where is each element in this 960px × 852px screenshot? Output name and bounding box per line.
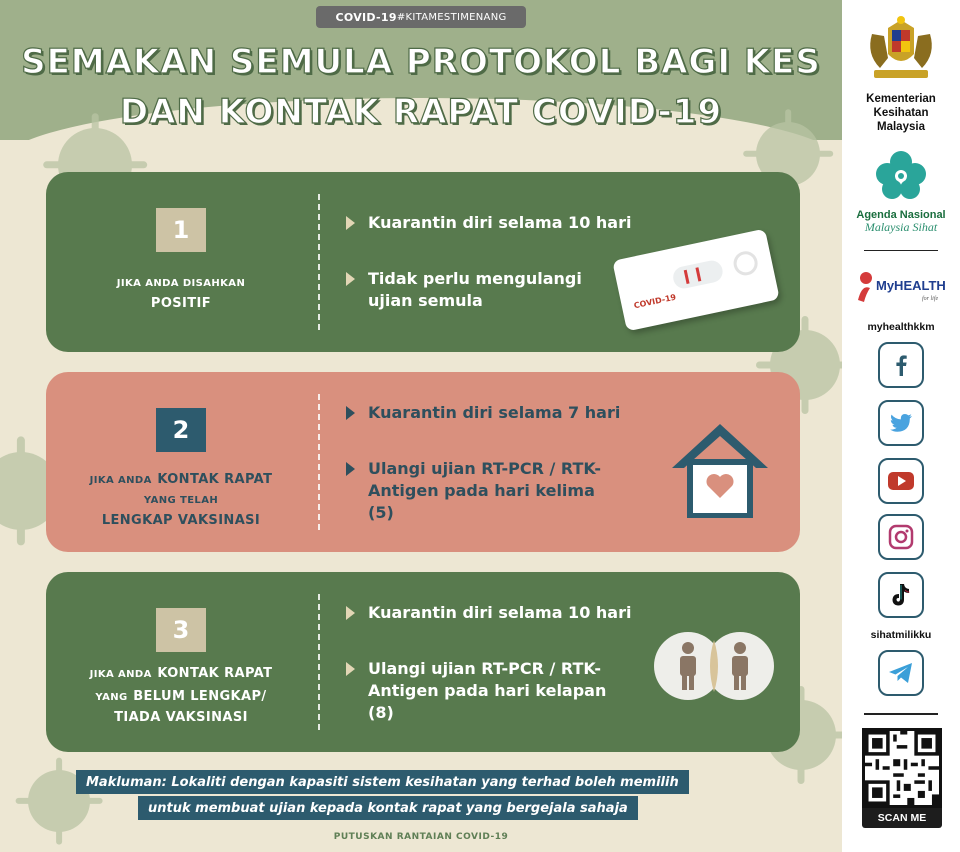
- sihat-handle: sihatmilikku: [870, 629, 932, 641]
- sidebar: [842, 0, 960, 852]
- condition-highlight: LENGKAP VAKSINASI: [101, 513, 261, 528]
- case-condition: [56, 468, 306, 531]
- hashtag-bold: COVID-19: [335, 10, 397, 24]
- condition-highlight: KONTAK RAPAT: [157, 472, 273, 487]
- page-title-line-2: DAN KONTAK RAPAT COVID-19: [119, 92, 723, 132]
- footer-tagline: PUTUSKAN RANTAIAN COVID-19: [333, 832, 509, 842]
- instagram-icon: [888, 524, 914, 550]
- bullet-text: Kuarantin diri selama 7 hari: [368, 403, 621, 422]
- bullet-text: Ulangi ujian RT-PCR / RTK-Antigen pada hari kelapan (8): [368, 659, 607, 722]
- agenda-subtitle: Malaysia Sihat: [864, 220, 938, 234]
- notice-line-2: untuk membuat ujian kepada kontak rapat yang bergejala sahaja: [138, 796, 638, 820]
- svg-text:for life: for life: [922, 296, 939, 302]
- scan-me-label: SCAN ME: [862, 808, 942, 828]
- arrow-icon: [346, 216, 355, 230]
- case-card-1: [46, 172, 800, 352]
- test-well: [731, 249, 759, 277]
- youtube-button[interactable]: [878, 458, 924, 504]
- dashed-divider: [318, 194, 320, 330]
- arrow-icon: [346, 406, 355, 420]
- qr-code[interactable]: [862, 728, 942, 808]
- case-card-2: [46, 372, 800, 552]
- divider: [864, 250, 938, 251]
- test-kit-image: [612, 229, 780, 332]
- case-condition: [56, 274, 306, 314]
- condition-text: YANG TELAH: [143, 495, 219, 506]
- bullet-item: [346, 602, 656, 624]
- hibiscus-logo: [874, 150, 928, 200]
- arrow-icon: [346, 462, 355, 476]
- arrow-icon: [346, 272, 355, 286]
- condition-text: YANG: [95, 692, 128, 703]
- twitter-button[interactable]: [878, 400, 924, 446]
- condition-text: JIKA ANDA: [89, 669, 152, 680]
- house-icon: [670, 418, 770, 518]
- condition-highlight: TIADA VAKSINASI: [114, 710, 248, 725]
- case-condition: [56, 662, 306, 728]
- ministry-name-line: Malaysia: [877, 121, 925, 133]
- condition-highlight: BELUM LENGKAP/: [133, 689, 267, 704]
- bullet-item: [346, 268, 616, 312]
- qr-code-image: [865, 731, 939, 805]
- instagram-button[interactable]: [878, 514, 924, 560]
- condition-text: JIKA ANDA DISAHKAN: [116, 278, 246, 289]
- bullet-text: Tidak perlu mengulangi ujian semula: [368, 269, 582, 310]
- condition-highlight: POSITIF: [150, 296, 212, 311]
- hashtag-thin: #KITAMESTIMENANG: [396, 11, 507, 23]
- distancing-people-icon: [652, 630, 776, 702]
- arrow-icon: [346, 662, 355, 676]
- facebook-button[interactable]: [878, 342, 924, 388]
- tiktok-icon: [888, 581, 914, 609]
- bullet-text: Kuarantin diri selama 10 hari: [368, 213, 632, 232]
- case-number: 3: [156, 608, 206, 652]
- telegram-icon: [887, 660, 915, 686]
- myhealth-handle: myhealthkkm: [867, 321, 935, 333]
- svg-text:MyHEALTH: MyHEALTH: [876, 278, 946, 293]
- bullet-text: Kuarantin diri selama 10 hari: [368, 603, 632, 622]
- dashed-divider: [318, 594, 320, 730]
- arrow-icon: [346, 606, 355, 620]
- facebook-icon: [888, 352, 914, 378]
- tiktok-button[interactable]: [878, 572, 924, 618]
- agenda-title: Agenda Nasional: [856, 209, 946, 221]
- condition-text: JIKA ANDA: [89, 475, 152, 486]
- ministry-name-line: Kementerian: [866, 93, 936, 105]
- case-card-3: [46, 572, 800, 752]
- hashtag-badge: [316, 6, 526, 28]
- ministry-name-line: Kesihatan: [873, 107, 929, 119]
- bullet-text: Ulangi ujian RT-PCR / RTK-Antigen pada hari kelima (5): [368, 459, 602, 522]
- bullet-item: [346, 402, 656, 424]
- dashed-divider: [318, 394, 320, 530]
- bullet-item: [346, 458, 626, 524]
- telegram-button[interactable]: [878, 650, 924, 696]
- twitter-icon: [887, 409, 915, 437]
- case-number: 1: [156, 208, 206, 252]
- condition-highlight: KONTAK RAPAT: [157, 666, 273, 681]
- bullet-item: [346, 658, 636, 724]
- divider: [864, 713, 938, 715]
- notice-line-1: Makluman: Lokaliti dengan kapasiti sistem kesihatan yang terhad boleh memilih: [76, 770, 689, 794]
- youtube-icon: [887, 470, 915, 492]
- ministry-name: [842, 92, 960, 134]
- myhealth-logo: [852, 266, 950, 306]
- test-kit-label: COVID-19: [633, 292, 677, 311]
- case-number: 2: [156, 408, 206, 452]
- bullet-item: [346, 212, 656, 234]
- ministry-crest-logo: [862, 14, 940, 84]
- page-title-line-1: SEMAKAN SEMULA PROTOKOL BAGI KES: [21, 42, 821, 82]
